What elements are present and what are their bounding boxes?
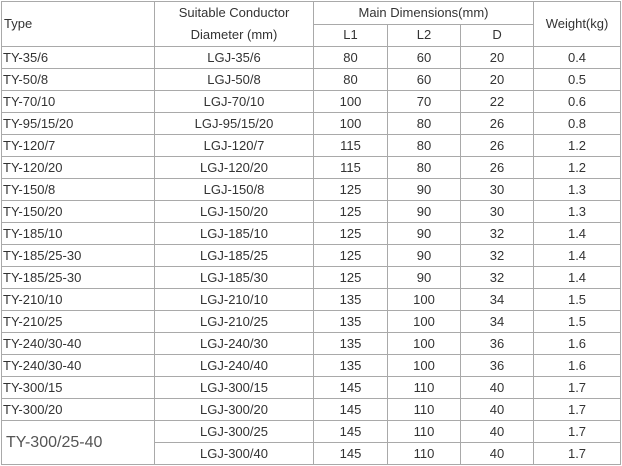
cell-l2: 90 [388,223,461,245]
cell-d: 40 [461,377,534,399]
cell-l1: 115 [314,135,388,157]
cell-weight: 0.6 [534,91,621,113]
cell-type: TY-150/8 [2,179,155,201]
cell-l2: 90 [388,245,461,267]
cell-type: TY-185/25-30 [2,245,155,267]
cell-l1: 115 [314,157,388,179]
header-type: Type [2,2,155,47]
cell-weight: 1.2 [534,135,621,157]
cell-l2: 100 [388,289,461,311]
cell-l2: 90 [388,201,461,223]
cell-l1: 125 [314,201,388,223]
cell-l1: 145 [314,421,388,443]
header-l2: L2 [388,24,461,47]
cell-type: TY-70/10 [2,91,155,113]
cell-d: 26 [461,135,534,157]
cell-conductor: LGJ-300/20 [155,399,314,421]
cell-type: TY-240/30-40 [2,333,155,355]
cell-d: 26 [461,157,534,179]
cell-weight: 1.7 [534,399,621,421]
cell-weight: 1.5 [534,311,621,333]
cell-type: TY-120/7 [2,135,155,157]
cell-type: TY-300/20 [2,399,155,421]
cell-d: 40 [461,443,534,465]
table-row [2,311,621,333]
table-row [2,377,621,399]
cell-l2: 80 [388,113,461,135]
cell-d: 36 [461,355,534,377]
cell-weight: 1.5 [534,289,621,311]
cell-l1: 145 [314,399,388,421]
cell-type: TY-185/25-30 [2,267,155,289]
cell-d: 36 [461,333,534,355]
cell-l1: 125 [314,179,388,201]
cell-type: TY-210/25 [2,311,155,333]
cell-d: 26 [461,113,534,135]
cell-conductor: LGJ-300/25 [155,421,314,443]
cell-conductor: LGJ-210/10 [155,289,314,311]
cell-type-merged: TY-300/25-40 [2,421,155,465]
cell-conductor: LGJ-150/20 [155,201,314,223]
cell-l1: 80 [314,47,388,69]
cell-weight: 1.7 [534,421,621,443]
cell-weight: 1.3 [534,201,621,223]
cell-l2: 110 [388,443,461,465]
cell-l2: 100 [388,311,461,333]
cell-weight: 1.4 [534,267,621,289]
cell-l2: 90 [388,179,461,201]
cell-d: 34 [461,311,534,333]
cell-conductor: LGJ-185/30 [155,267,314,289]
cell-type: TY-240/30-40 [2,355,155,377]
table-row [2,91,621,113]
cell-type: TY-210/10 [2,289,155,311]
cell-conductor: LGJ-120/20 [155,157,314,179]
cell-weight: 1.6 [534,355,621,377]
table-row [2,223,621,245]
cell-l2: 60 [388,47,461,69]
cell-l2: 70 [388,91,461,113]
cell-conductor: LGJ-95/15/20 [155,113,314,135]
cell-d: 20 [461,69,534,91]
cell-weight: 1.7 [534,443,621,465]
cell-l1: 135 [314,289,388,311]
cell-conductor: LGJ-240/40 [155,355,314,377]
cell-l1: 135 [314,311,388,333]
cell-l2: 60 [388,69,461,91]
cell-l2: 80 [388,135,461,157]
spec-table-body [2,2,621,465]
cell-conductor: LGJ-70/10 [155,91,314,113]
cell-l1: 125 [314,245,388,267]
cell-type: TY-150/20 [2,201,155,223]
cell-l1: 135 [314,355,388,377]
cell-l1: 125 [314,223,388,245]
cell-d: 30 [461,201,534,223]
table-row [2,421,621,443]
cell-type: TY-185/10 [2,223,155,245]
cell-type: TY-50/8 [2,69,155,91]
cell-conductor: LGJ-240/30 [155,333,314,355]
cell-conductor: LGJ-35/6 [155,47,314,69]
cell-weight: 1.2 [534,157,621,179]
cell-l2: 80 [388,157,461,179]
cell-weight: 0.4 [534,47,621,69]
table-row [2,157,621,179]
cell-l1: 80 [314,69,388,91]
header-weight: Weight(kg) [534,2,621,47]
cell-d: 32 [461,245,534,267]
table-row [2,113,621,135]
spec-table [1,1,621,465]
cell-l1: 145 [314,443,388,465]
cell-l1: 100 [314,113,388,135]
header-l1: L1 [314,24,388,47]
table-row [2,289,621,311]
cell-conductor: LGJ-120/7 [155,135,314,157]
cell-d: 34 [461,289,534,311]
header-conductor-line2: Diameter (mm) [190,27,278,42]
cell-conductor: LGJ-185/25 [155,245,314,267]
cell-l2: 110 [388,421,461,443]
cell-type: TY-35/6 [2,47,155,69]
cell-conductor: LGJ-50/8 [155,69,314,91]
cell-weight: 1.4 [534,245,621,267]
table-row [2,47,621,69]
cell-type: TY-120/20 [2,157,155,179]
cell-weight: 0.8 [534,113,621,135]
cell-l2: 90 [388,267,461,289]
header-row-1 [2,2,621,25]
cell-conductor: LGJ-150/8 [155,179,314,201]
cell-l2: 110 [388,399,461,421]
cell-weight: 0.5 [534,69,621,91]
table-row [2,201,621,223]
table-row [2,399,621,421]
header-conductor-line1: Suitable Conductor [178,5,290,20]
table-row [2,179,621,201]
cell-weight: 1.7 [534,377,621,399]
cell-weight: 1.4 [534,223,621,245]
table-row [2,69,621,91]
cell-d: 30 [461,179,534,201]
table-row [2,333,621,355]
cell-d: 32 [461,267,534,289]
table-row [2,355,621,377]
cell-d: 40 [461,399,534,421]
cell-d: 32 [461,223,534,245]
cell-conductor: LGJ-185/10 [155,223,314,245]
cell-d: 22 [461,91,534,113]
cell-type: TY-95/15/20 [2,113,155,135]
cell-conductor: LGJ-210/25 [155,311,314,333]
header-d: D [461,24,534,47]
cell-weight: 1.6 [534,333,621,355]
header-main-dimensions: Main Dimensions(mm) [314,2,534,25]
cell-conductor: LGJ-300/40 [155,443,314,465]
table-row [2,135,621,157]
cell-l1: 135 [314,333,388,355]
table-row [2,245,621,267]
cell-d: 20 [461,47,534,69]
cell-weight: 1.3 [534,179,621,201]
cell-l1: 100 [314,91,388,113]
cell-l2: 100 [388,333,461,355]
cell-type: TY-300/15 [2,377,155,399]
cell-l2: 110 [388,377,461,399]
cell-conductor: LGJ-300/15 [155,377,314,399]
table-row [2,267,621,289]
cell-l1: 125 [314,267,388,289]
cell-l1: 145 [314,377,388,399]
cell-d: 40 [461,421,534,443]
header-conductor [155,2,314,47]
cell-l2: 100 [388,355,461,377]
